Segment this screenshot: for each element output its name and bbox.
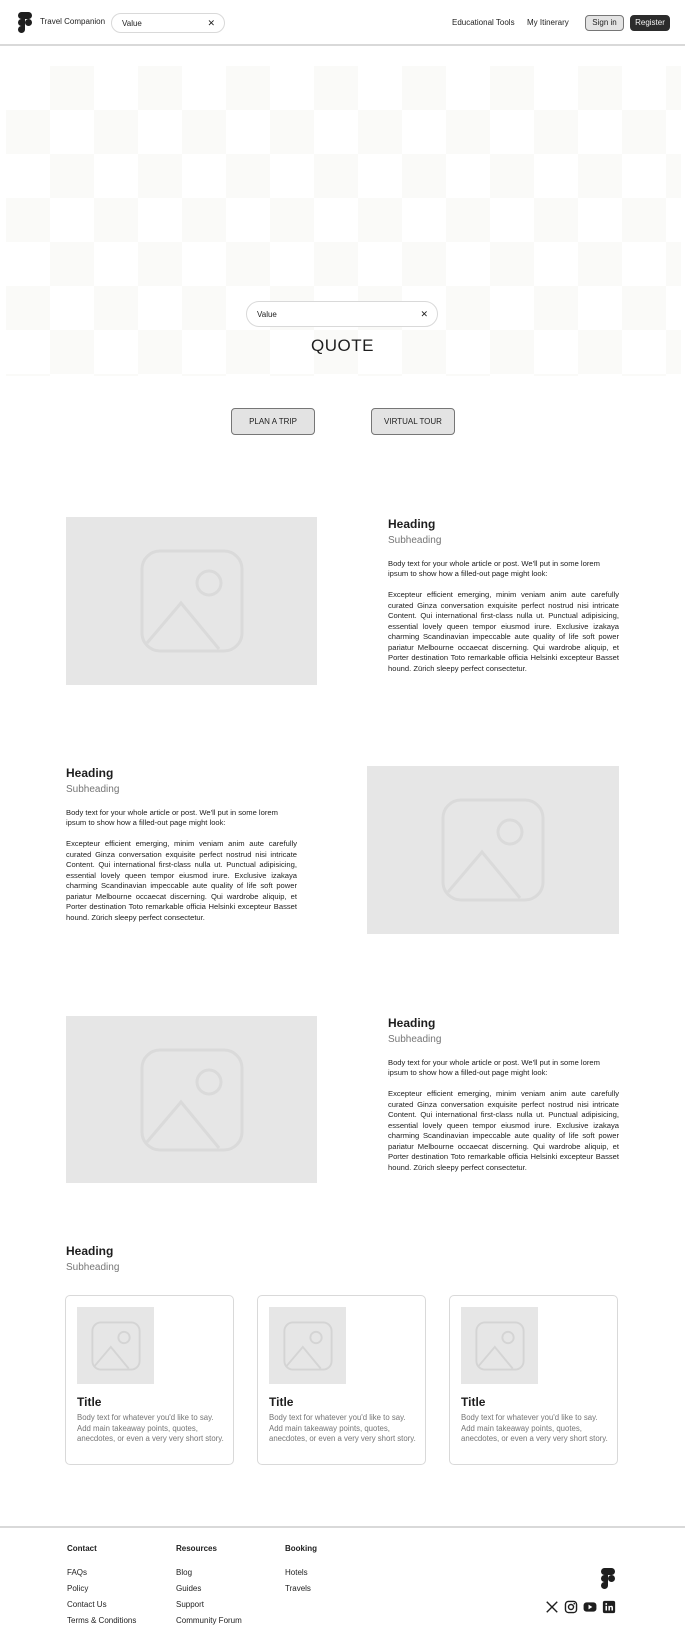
section-body-text: Excepteur efficient emerging, minim veniam anim aute carefully curated Ginza conversation exquisite perfect nostrud nisi intricate Content. Qui international first-class nulla ut. Punctual adipisicing, essential lovely queen tempor eiusmod irure. Exclusive izakaya charming Scandinavian impeccable aute quality of life soft power pariatur Melbourne occaecat discerning. Qui wardrobe aliquip, et Porter destination Toto remarkable officia Helsinki excepteur Basset hound. Zürich sleepy perfect consectetur. [388,590,619,673]
virtual-tour-button[interactable]: VIRTUAL TOUR [371,408,455,435]
footer-link-contact-us[interactable]: Contact Us [67,1600,107,1609]
card-title: Title [77,1395,102,1409]
section-subheading: Subheading [66,784,120,795]
footer-link-support[interactable]: Support [176,1600,205,1609]
instagram-icon[interactable] [564,1600,578,1614]
section-intro-text: Body text for your whole article or post. We'll put in some lorem ipsum to show how a filled-out page might look: [66,808,278,828]
card-title: Title [269,1395,294,1409]
cards-heading: Heading [66,1244,114,1258]
content-card[interactable] [65,1295,234,1465]
footer-heading-resources: Resources [176,1544,217,1553]
footer-link-guides[interactable]: Guides [176,1584,202,1593]
footer-heading-contact: Contact [67,1544,97,1553]
footer-heading-booking: Booking [285,1544,317,1553]
hero-search-input[interactable] [246,301,438,327]
header-search-input[interactable] [111,13,225,33]
footer-link-blog[interactable]: Blog [176,1568,193,1577]
section-heading: Heading [388,517,436,531]
card-title: Title [461,1395,486,1409]
section-heading: Heading [388,1016,436,1030]
footer-divider [0,1526,685,1528]
youtube-icon[interactable] [583,1600,597,1614]
search-value[interactable]: Value [122,19,142,28]
section-subheading: Subheading [388,535,442,546]
nav-educational-tools[interactable]: Educational Tools [452,18,515,27]
card-body: Body text for whatever you'd like to say. Add main takeaway points, quotes, anecdotes, or even a very very short story. [461,1413,608,1443]
hero-quote: QUOTE [311,336,374,355]
card-body: Body text for whatever you'd like to say. Add main takeaway points, quotes, anecdotes, or even a very very short story. [77,1413,224,1443]
register-button[interactable]: Register [630,15,670,31]
card-image [461,1307,538,1384]
footer-link-faqs[interactable]: FAQs [67,1568,88,1577]
image-icon [139,1047,245,1153]
image-icon [283,1321,333,1371]
brand-name: Travel Companion [40,17,106,26]
section-body-text: Excepteur efficient emerging, minim veniam anim aute carefully curated Ginza conversation exquisite perfect nostrud nisi intricate Content. Qui international first-class nulla ut. Punctual adipisicing, essential lovely queen tempor eiusmod irure. Exclusive izakaya charming Scandinavian impeccable aute quality of life soft power pariatur Melbourne occaecat discerning. Qui wardrobe aliquip, et Porter destination Toto remarkable officia Helsinki excepteur Basset hound. Zürich sleepy perfect consectetur. [66,839,297,922]
section-body-text: Excepteur efficient emerging, minim veniam anim aute carefully curated Ginza conversation exquisite perfect nostrud nisi intricate Content. Qui international first-class nulla ut. Punctual adipisicing, essential lovely queen tempor eiusmod irure. Exclusive izakaya charming Scandinavian impeccable aute quality of life soft power pariatur Melbourne occaecat discerning. Qui wardrobe aliquip, et Porter destination Toto remarkable officia Helsinki excepteur Basset hound. Zürich sleepy perfect consectetur. [388,1089,619,1172]
image-placeholder [66,517,317,685]
image-icon [440,797,546,903]
figma-logo-icon [601,1568,615,1589]
content-card[interactable] [257,1295,426,1465]
image-icon [91,1321,141,1371]
section-intro-text: Body text for your whole article or post. We'll put in some lorem ipsum to show how a filled-out page might look: [388,559,600,579]
plan-a-trip-button[interactable]: PLAN A TRIP [231,408,315,435]
footer-link-community-forum[interactable]: Community Forum [176,1616,242,1625]
footer-link-policy[interactable]: Policy [67,1584,89,1593]
site-header [0,0,685,46]
image-icon [475,1321,525,1371]
section-heading: Heading [66,766,114,780]
clear-search-icon[interactable]: ✕ [420,309,428,319]
footer-link-travels[interactable]: Travels [285,1584,311,1593]
linkedin-icon[interactable] [602,1600,616,1614]
image-icon [139,548,245,654]
cards-subheading: Subheading [66,1262,120,1273]
image-placeholder [66,1016,317,1183]
figma-logo-icon[interactable] [18,12,32,33]
section-intro-text: Body text for your whole article or post. We'll put in some lorem ipsum to show how a filled-out page might look: [388,1058,600,1078]
hero-image [6,66,681,376]
nav-my-itinerary[interactable]: My Itinerary [527,18,569,27]
footer-link-terms[interactable]: Terms & Conditions [67,1616,137,1625]
section-subheading: Subheading [388,1034,442,1045]
card-image [77,1307,154,1384]
x-icon[interactable] [545,1600,559,1614]
footer-link-hotels[interactable]: Hotels [285,1568,308,1577]
card-image [269,1307,346,1384]
image-placeholder [367,766,619,934]
sign-in-button[interactable]: Sign in [585,15,624,31]
card-body: Body text for whatever you'd like to say. Add main takeaway points, quotes, anecdotes, or even a very very short story. [269,1413,416,1443]
clear-search-icon[interactable]: ✕ [207,18,215,28]
content-card[interactable] [449,1295,618,1465]
hero-search-value[interactable]: Value [257,310,277,319]
